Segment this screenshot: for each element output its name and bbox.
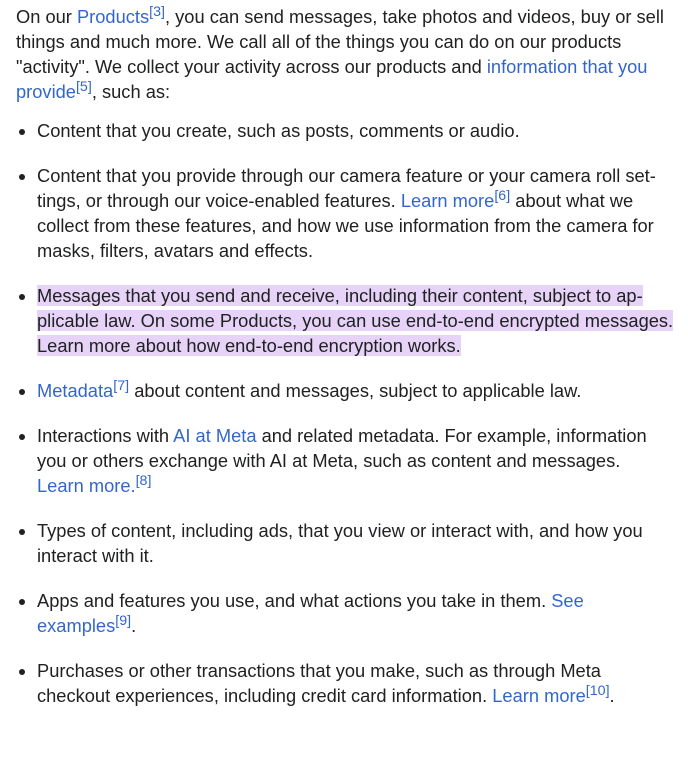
intro-text-1: On our (16, 6, 77, 27)
reference-5-link[interactable]: [5] (75, 78, 92, 95)
reference-8-link[interactable]: [8] (135, 472, 152, 489)
list-item-ai-interactions (16, 423, 667, 498)
learn-more-camera-link[interactable]: Learn more (400, 190, 495, 211)
list-item-metadata (16, 378, 677, 403)
ai-at-meta-link[interactable]: AI at Meta (173, 425, 257, 446)
list-item-content-types (16, 518, 667, 568)
reference-7-link[interactable]: [7] (113, 377, 130, 394)
list-item-text: . (609, 685, 615, 706)
list-item-messages (16, 283, 677, 358)
list-item-camera-content (16, 163, 677, 263)
highlighted-messages-text: Messages that you send and receive, including their content, subject to applicable law. On some Products, you can use end-to-end encrypted messages. Learn more about how end-to-end encryption works. (37, 285, 674, 356)
list-item-text: Types of content, including ads, that you view or interact with, and how you interact with it. (37, 520, 643, 566)
list-item-text: Purchases or other transactions that you make, such as through Meta checkout experiences, including credit card information. (37, 660, 601, 706)
list-item-apps-features (16, 588, 677, 638)
list-item-text: and related metadata. For example, information you or others exchange with AI at Meta, such as content and messages. (37, 425, 647, 471)
reference-6-link[interactable]: [6] (494, 187, 511, 204)
list-item-text: Content that you provide through our camera feature or your camera roll settings, or through our voice-enabled features. (37, 165, 656, 211)
information-you-provide-link[interactable]: information that you provide (16, 56, 648, 102)
list-item-text: Apps and features you use, and what actions you take in them. (37, 590, 552, 611)
list-item-content-you-create (16, 118, 677, 143)
list-item-text: . (131, 615, 137, 636)
metadata-link[interactable]: Metadata (37, 380, 114, 401)
list-item-text: about what we collect from these features, and how we use information from the camera for masks, filters, avatars and effects. (37, 190, 654, 261)
list-item-text: about content and messages, subject to applicable law. (129, 380, 582, 401)
intro-text-3: , such as: (91, 81, 171, 102)
intro-paragraph (16, 4, 674, 104)
learn-more-purchases-link[interactable]: Learn more (492, 685, 586, 706)
list-item-text: Interactions with (37, 425, 174, 446)
article-content (16, 4, 676, 728)
list-item-purchases (16, 658, 677, 708)
list-item-text: Content that you create, such as posts, comments or audio. (37, 120, 520, 141)
activity-list (16, 118, 676, 708)
reference-10-link[interactable]: [10] (585, 682, 610, 699)
reference-3-link[interactable]: [3] (149, 3, 165, 20)
intro-text-2: , you can send messages, take photos and videos, buy or sell things and much more. We call all of the things you can do on our products "activity". We collect your activity across our products and (16, 6, 664, 77)
see-examples-link[interactable]: See examples (37, 590, 584, 636)
learn-more-ai-link[interactable]: Learn more. (37, 475, 136, 496)
products-link[interactable]: Products (76, 6, 150, 27)
reference-9-link[interactable]: [9] (115, 612, 132, 629)
